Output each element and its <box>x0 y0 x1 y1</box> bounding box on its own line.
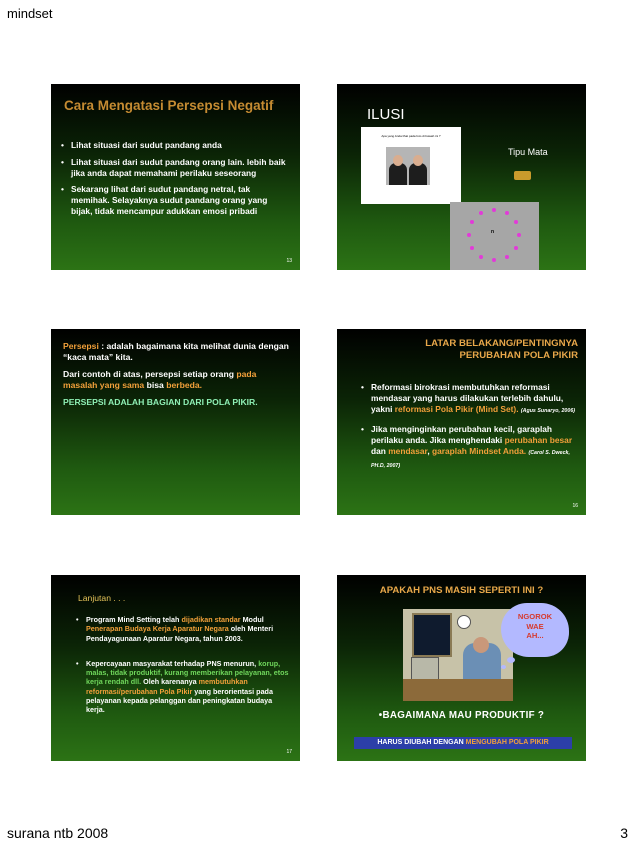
window-image <box>412 613 452 657</box>
bullet-list <box>74 615 292 731</box>
illusion-dot <box>514 220 518 224</box>
slide-17 <box>51 575 300 761</box>
slide-title: ILUSI <box>367 106 405 123</box>
person-head <box>473 637 489 653</box>
paragraph: Dari contoh di atas, persepsi setiap orang pada masalah yang sama bisa berbeda. <box>63 369 257 390</box>
bullet-item: • Lihat situasi dari sudut pandang orang lain. lebih baik jika anda dapat memahami perilaku seseorang <box>59 157 291 179</box>
speech-bubble: NGOROK WAE AH... <box>501 603 569 657</box>
person-head <box>413 155 423 166</box>
slide-page-number: 16 <box>572 503 578 509</box>
bullet-item: • Jika menginginkan perubahan kecil, garaplah perilaku anda. Jika menghendaki perubahan besar dan mendasar, garaplah Mindset Anda. (Carol S. Dweck, PH.D, 2007) <box>359 424 577 471</box>
sleeping-worker-illustration <box>403 609 513 701</box>
bullet-item: • Program Mind Setting telah dijadikan standar Modul Penerapan Budaya Kerja Aparatur Negara oleh Menteri Pendayagunaan Aparatur Negara, tahun 2003. <box>74 615 292 643</box>
illusion-dot <box>470 246 474 250</box>
bullet-item: • Sekarang lihat dari sudut pandang netral, tak memihak. Selayaknya sudut pandang orang yang bijak, tidak mencampur adukkan emosi pribadi <box>59 184 291 216</box>
page-footer-left: surana ntb 2008 <box>7 825 109 841</box>
slide-15 <box>51 329 300 515</box>
slide-title: Cara Mengatasi Persepsi Negatif <box>64 98 274 113</box>
illusion-dot <box>479 255 483 259</box>
bullet-item: • Lihat situasi dari sudut pandang anda <box>59 140 291 151</box>
photo-caption: Apa yang Anda lihat pada foto di bawah ini ? <box>381 134 441 138</box>
bubble-tail <box>501 665 506 669</box>
illusion-dot <box>514 246 518 250</box>
illusion-photo <box>361 127 461 204</box>
slide-13 <box>51 84 300 270</box>
slide-14 <box>337 84 586 270</box>
eye-illusion-image <box>514 171 531 180</box>
dot-circle-illusion <box>450 202 539 270</box>
call-to-action-banner: HARUS DIUBAH DENGAN MENGUBAH POLA PIKIR <box>354 737 572 749</box>
slide-title: LATAR BELAKANG/PENTINGNYA PERUBAHAN POLA PIKIR <box>425 338 578 361</box>
question-text: •BAGAIMANA MAU PRODUKTIF ? <box>378 710 545 721</box>
bullet-item: • Kepercayaan masyarakat terhadap PNS menurun, korup, malas, tidak produktif, kurang memberikan pelayanan, etos kerja rendah dll. Oleh karenanya membutuhkan reformasi/perubahan Pola Pikir yang berorientasi pada pelayanan kepada pelanggan dan peningkatan budaya kerja. <box>74 659 292 715</box>
bubble-tail <box>507 657 515 663</box>
illusion-dot <box>505 255 509 259</box>
illusion-dot <box>492 258 496 262</box>
slide-title: APAKAH PNS MASIH SEPERTI INI ? <box>379 585 544 596</box>
slide-16 <box>337 329 586 515</box>
illusion-dot <box>470 220 474 224</box>
person-figure <box>409 163 427 185</box>
illusion-dot <box>479 211 483 215</box>
illusion-dot <box>505 211 509 215</box>
center-mark: n <box>491 229 495 235</box>
slide-18 <box>337 575 586 761</box>
slide-page-number: 17 <box>286 749 292 755</box>
page-number: 3 <box>620 825 628 841</box>
bullet-list <box>359 382 577 480</box>
illusion-dot <box>467 233 471 237</box>
illusion-dot <box>492 208 496 212</box>
illusion-dot <box>517 233 521 237</box>
person-figure <box>389 163 407 185</box>
bullet-item: • Reformasi birokrasi membutuhkan reformasi mendasar yang harus dilakukan terlebih dahulu, yakni reformasi Pola Pikir (Mind Set). (Agus Sunaryo, 2006) <box>359 382 577 416</box>
clock-icon <box>457 615 471 629</box>
photo-image <box>386 147 430 185</box>
paragraph: Persepsi : adalah bagaimana kita melihat dunia dengan “kaca mata” kita. <box>63 341 289 362</box>
slide-title: Lanjutan . . . <box>78 593 126 603</box>
paragraph: PERSEPSI ADALAH BAGIAN DARI POLA PIKIR. <box>63 397 258 407</box>
page-header: mindset <box>7 6 53 21</box>
person-head <box>393 155 403 166</box>
bullet-list <box>59 140 291 223</box>
desk-image <box>403 679 513 701</box>
illusion-label: Tipu Mata <box>508 147 548 157</box>
slide-page-number: 13 <box>286 258 292 264</box>
